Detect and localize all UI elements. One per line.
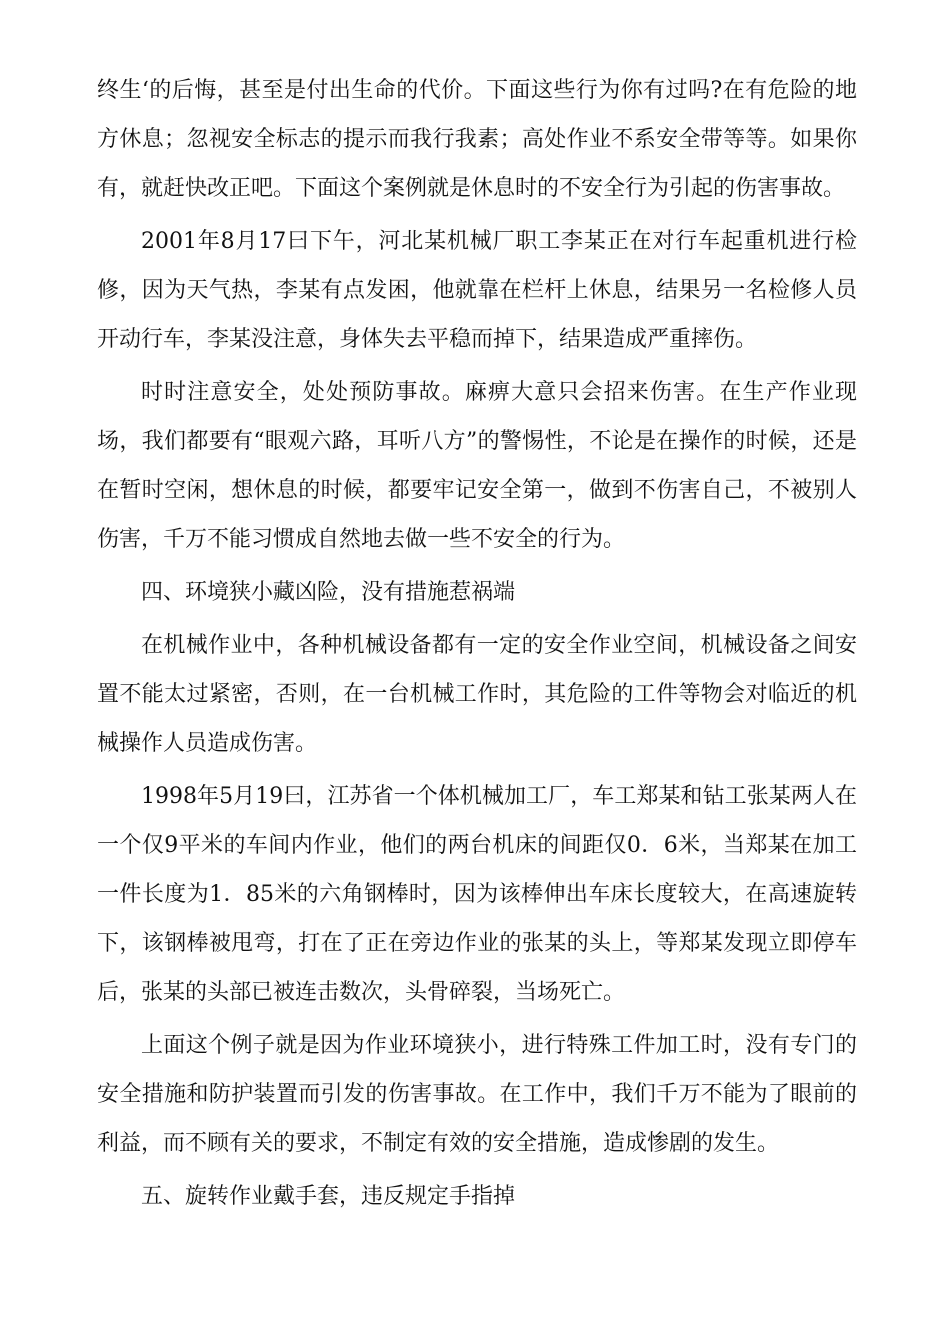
paragraph-safety-reminder: 时时注意安全，处处预防事故。麻痹大意只会招来伤害。在生产作业现场，我们都要有“眼观六路，耳听八方”的警惕性，不论是在操作的时候，还是在暂时空闲，想休息的时候，都要牢记安全第一，做到不伤害自己，不被别人伤害，千万不能习惯成自然地去做一些不安全的行为。 [97,380,857,552]
paragraph-machine-space: 在机械作业中，各种机械设备都有一定的安全作业空间，机械设备之间安置不能太过紧密，否则，在一台机械工作时，其危险的工件等物会对临近的机械操作人员造成伤害。 [97,633,857,756]
paragraph-case-2001: 2001年8月17曰下午，河北某机械厂职工李某正在对行车起重机进行检修，因为天气热，李某有点发困，他就靠在栏杆上休息，结果另一名检修人员开动行车，李某没注意，身体失去平稳而掉下，结果造成严重摔伤。 [97,229,857,352]
section-heading-4: 四、环境狭小藏凶险，没有措施惹祸端 [141,580,516,605]
document-body [97,66,857,1225]
paragraph-case-1998: 1998年5月19曰，江苏省一个体机械加工厂，车工郑某和钻工张某两人在一个仅9平米的车间内作业，他们的两台机床的间距仅0．6米，当郑某在加工一件长度为1．85米的六角钢棒时，因为该棒伸出车床长度较大，在高速旋转下，该钢棒被甩弯，打在了正在旁边作业的张某的头上，等郑某发现立即停车后，张某的头部已被连击数次，头骨碎裂，当场死亡。 [97,784,857,1005]
paragraph-lesson: 上面这个例子就是因为作业环境狭小，进行特殊工件加工时，没有专门的安全措施和防护装置而引发的伤害事故。在工作中，我们千万不能为了眼前的利益，而不顾有关的要求，不制定有效的安全措施，造成惨剧的发生。 [97,1033,857,1156]
paragraph-continuation: 终生‘的后悔，甚至是付出生命的代价。下面这些行为你有过吗?在有危险的地方休息；忽视安全标志的提示而我行我素；高处作业不系安全带等等。如果你有，就赶快改正吧。下面这个案例就是休息时的不安全行为引起的伤害事故。 [97,78,857,201]
section-heading-5: 五、旋转作业戴手套，违反规定手指掉 [141,1184,516,1209]
